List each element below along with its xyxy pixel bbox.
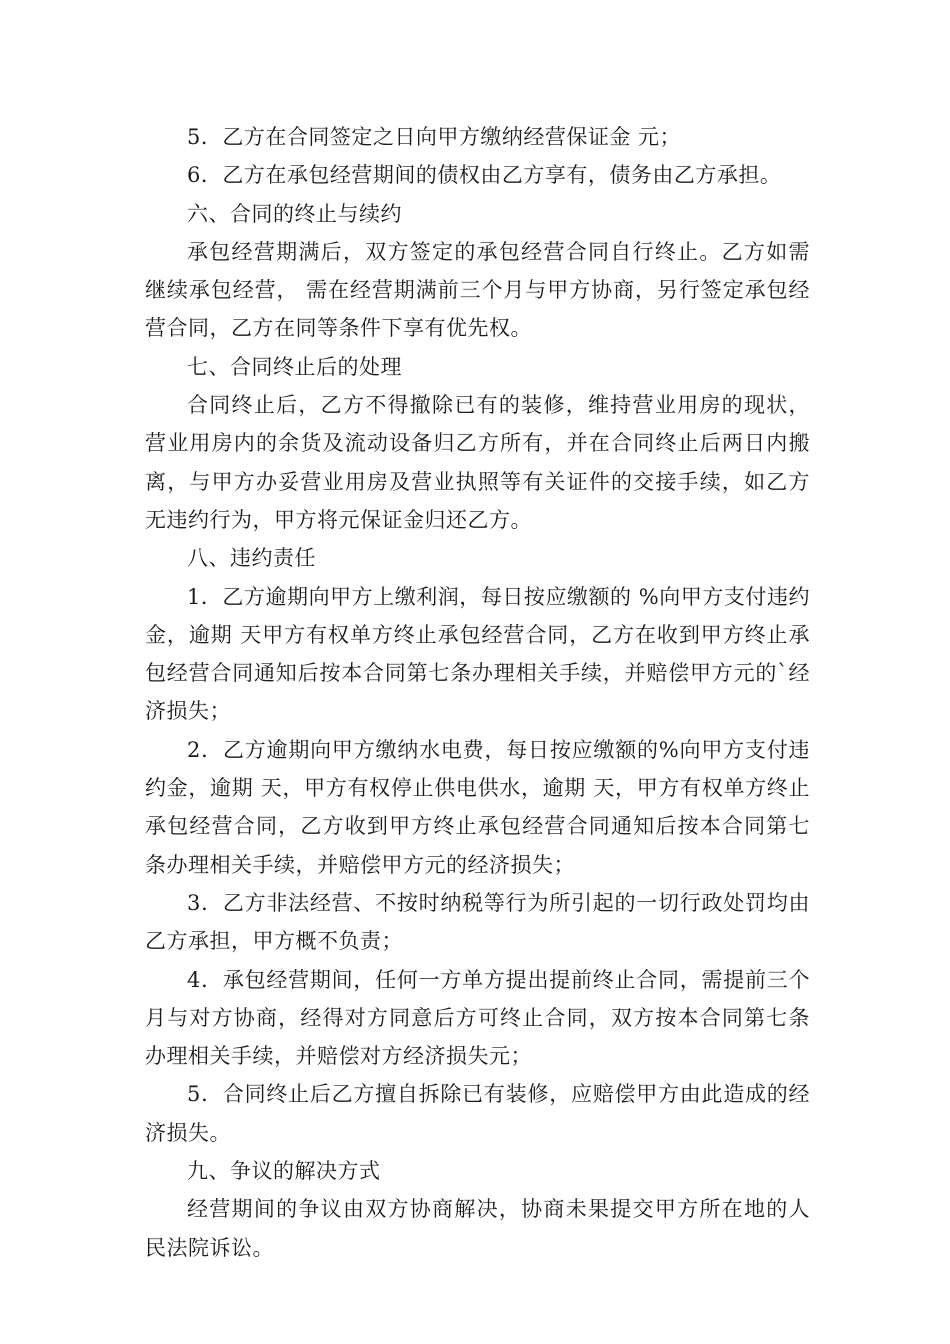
section-heading-dispute-resolution: 九、争议的解决方式 (187, 1159, 381, 1184)
section-heading-termination-renewal: 六、合同的终止与续约 (187, 201, 402, 226)
post-termination-paragraph: 合同终止后，乙方不得撤除已有的装修，维持营业用房的现状，营业用房内的余货及流动设备归乙方所有，并在合同终止后两日内搬离，与甲方办妥营业用房及营业执照等有关证件的交接手续，如乙方无违约行为，甲方将元保证金归还乙方。 (145, 393, 810, 532)
dispute-resolution-paragraph: 经营期间的争议由双方协商解决，协商未果提交甲方所在地的人民法院诉讼。 (145, 1197, 810, 1260)
clause-5-deposit: 5．乙方在合同签定之日向甲方缴纳经营保证金 元； (187, 125, 682, 149)
breach-clause-4: 4．承包经营期间，任何一方单方提出提前终止合同，需提前三个月与对方协商，经得对方同意后方可终止合同，双方按本合同第七条办理相关手续，并赔偿对方经济损失元； (145, 967, 810, 1069)
clause-6-debts: 6．乙方在承包经营期间的债权由乙方享有，债务由乙方承担。 (187, 163, 782, 188)
document-body (145, 118, 810, 1267)
breach-clause-5: 5．合同终止后乙方擅自拆除已有装修，应赔偿甲方由此造成的经济损失。 (145, 1082, 810, 1145)
breach-clause-3: 3．乙方非法经营、不按时纳税等行为所引起的一切行政处罚均由乙方承担，甲方概不负责； (145, 890, 810, 954)
section-heading-breach-liability: 八、违约责任 (187, 546, 316, 571)
breach-clause-2: 2．乙方逾期向甲方缴纳水电费，每日按应缴额的%向甲方支付违约金，逾期 天，甲方有权停止供电供水，逾期 天，甲方有权单方终止承包经营合同，乙方收到甲方终止承包经营合同通知后按本合同第七条办理相关手续，并赔偿甲方元的经济损失； (145, 737, 810, 877)
section-heading-post-termination: 七、合同终止后的处理 (187, 354, 402, 379)
termination-renewal-paragraph: 承包经营期满后，双方签定的承包经营合同自行终止。乙方如需继续承包经营， 需在经营期满前三个月与甲方协商，另行签定承包经营合同，乙方在同等条件下享有优先权。 (145, 239, 810, 341)
breach-clause-1: 1．乙方逾期向甲方上缴利润，每日按应缴额的 %向甲方支付违约金，逾期 天甲方有权单方终止承包经营合同，乙方在收到甲方终止承包经营合同通知后按本合同第七条办理相关手续，并赔偿甲方元的`经济损失； (145, 584, 810, 724)
